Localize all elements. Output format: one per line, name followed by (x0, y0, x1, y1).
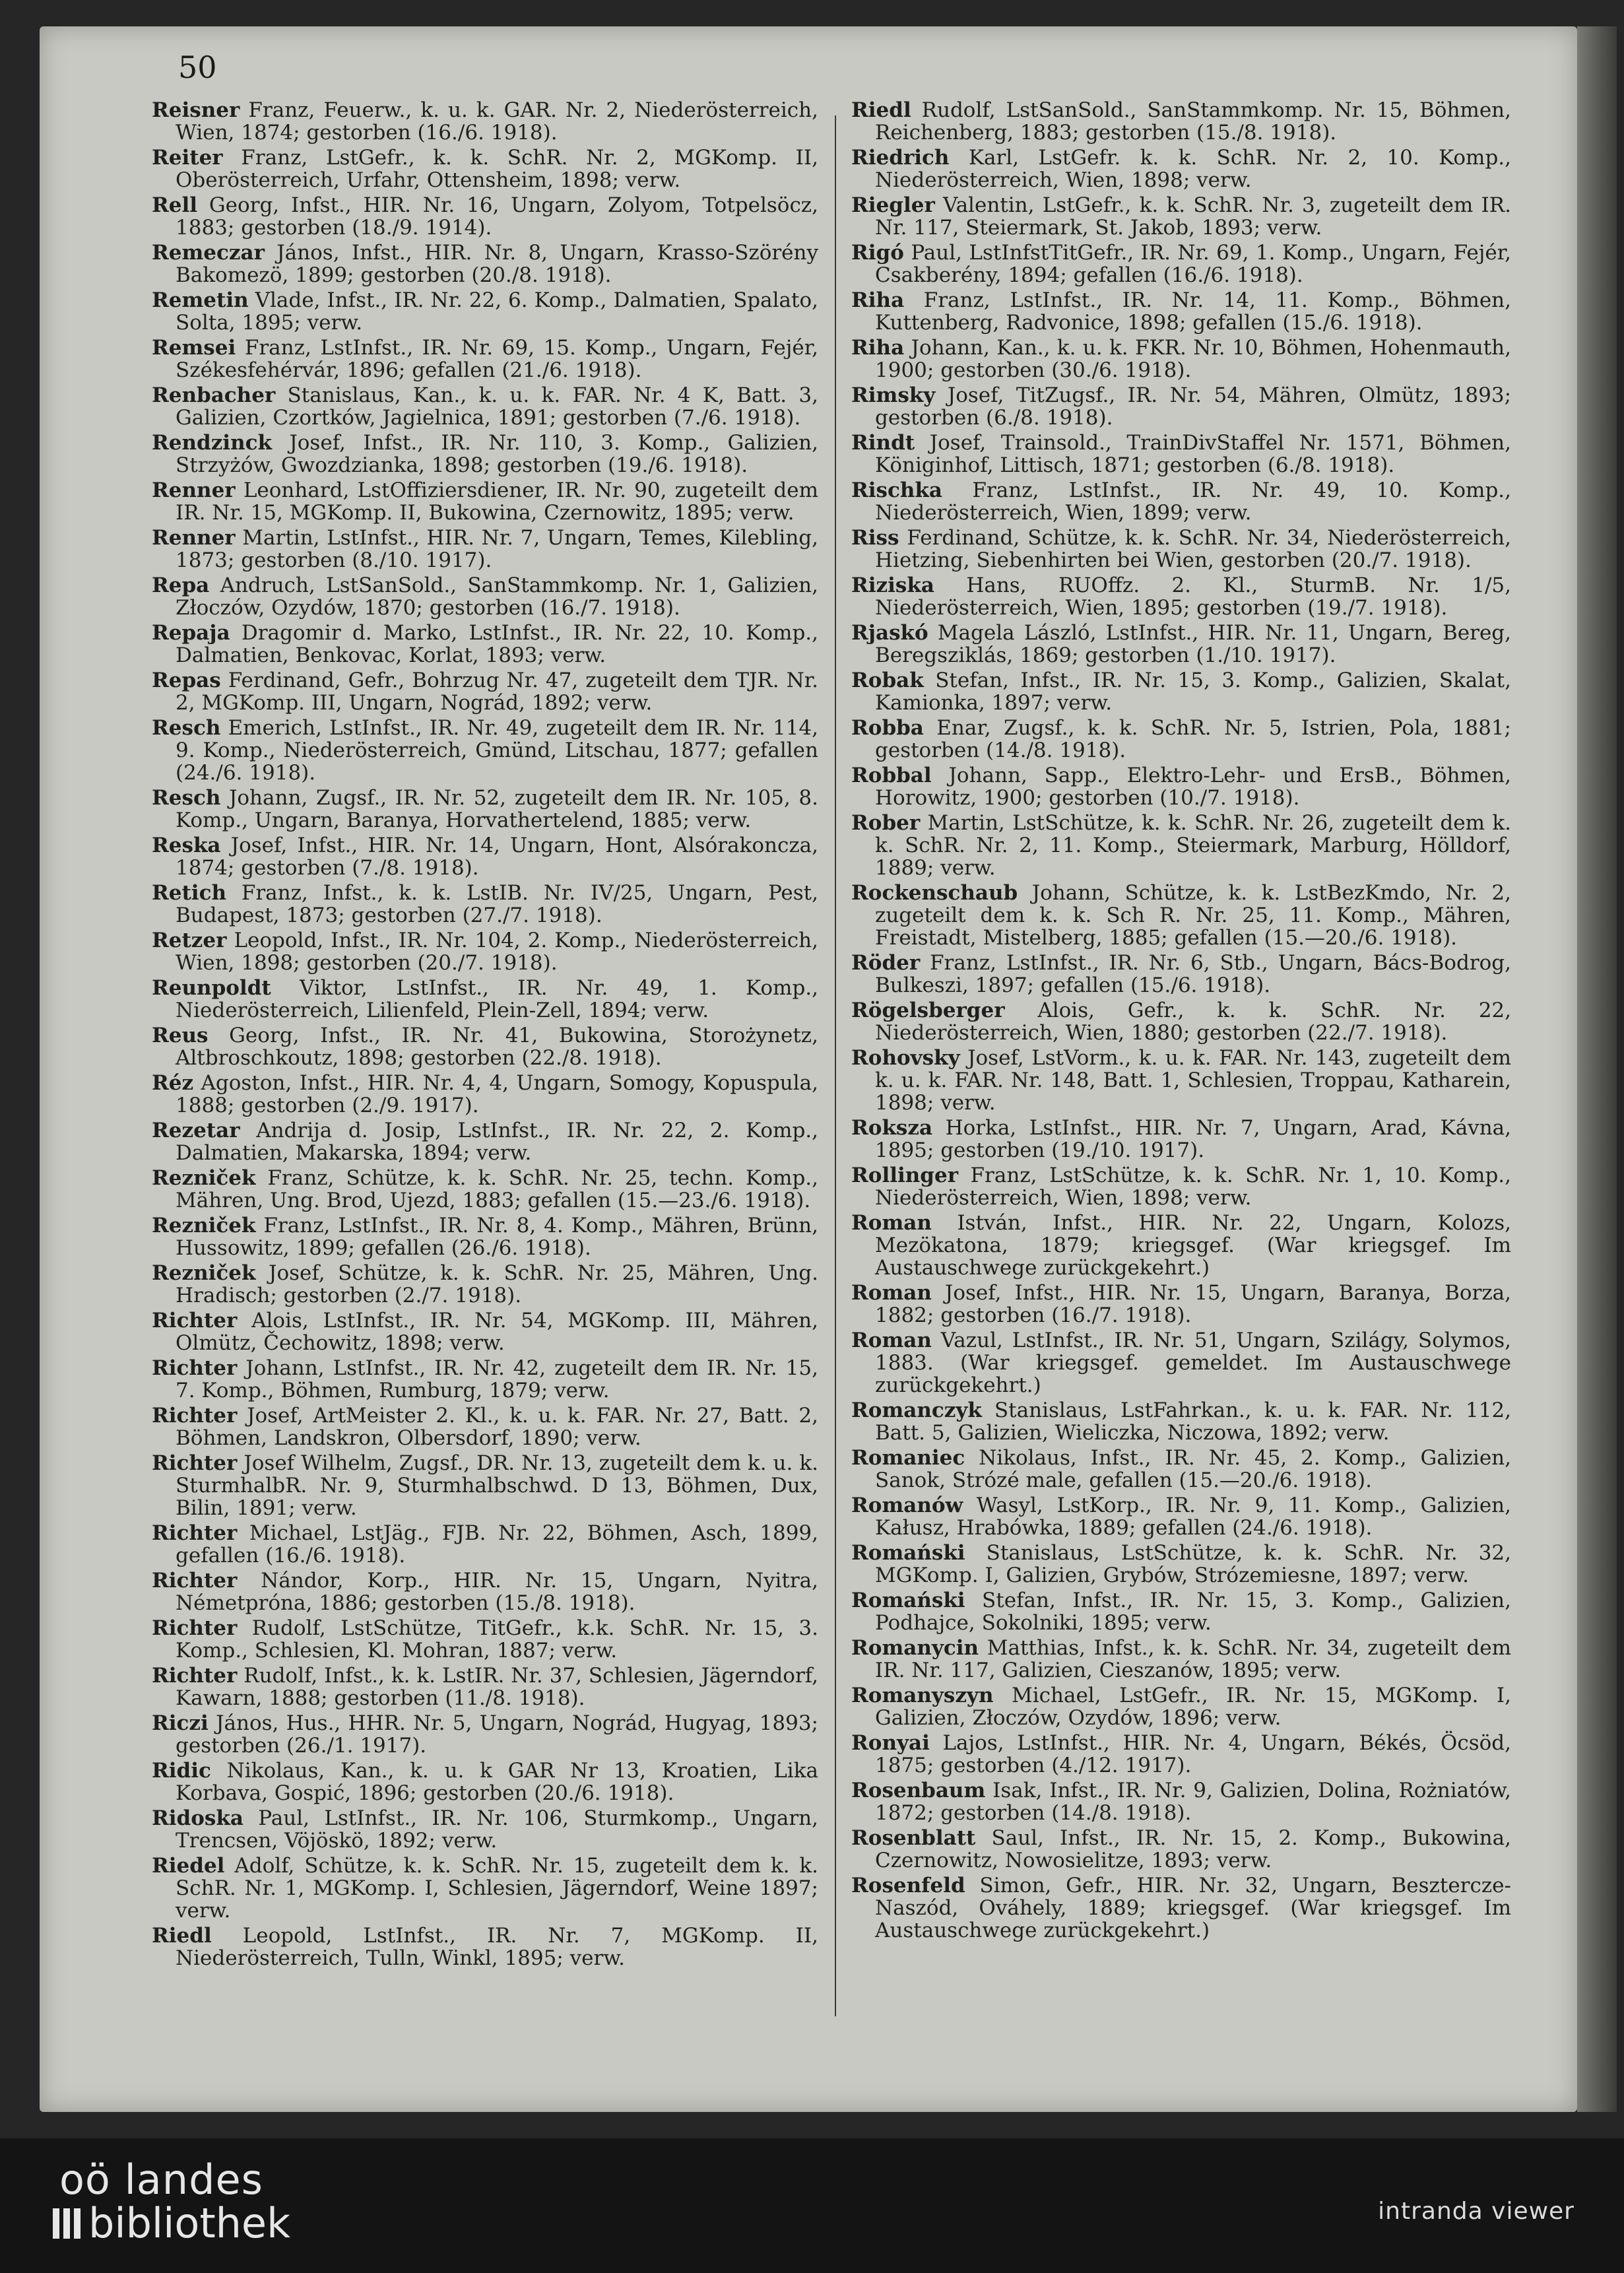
register-entry (152, 977, 818, 1022)
entry-surname: Rollinger (851, 1164, 959, 1187)
register-entry (851, 1212, 1511, 1279)
register-entry (152, 622, 818, 667)
page-edge (1577, 26, 1617, 2112)
entry-details: Alois, LstInfst., IR. Nr. 54, MGKomp. III, Mähren, Olmütz, Čechowitz, 1898; verw. (176, 1309, 818, 1355)
entry-details: Paul, LstInfst., IR. Nr. 106, Sturmkomp., Ungarn, Trencsen, Vöjöskö, 1892; verw. (176, 1806, 818, 1853)
register-entry (152, 1357, 818, 1402)
entry-surname: Retzer (152, 929, 227, 952)
entry-details: Georg, Infst., HIR. Nr. 16, Ungarn, Zolyom, Totpelsöcz, 1883; gestorben (18./9. 1914). (176, 193, 818, 240)
register-entry (152, 834, 818, 879)
register-entry (152, 99, 818, 144)
register-entry (851, 1874, 1511, 1942)
page-number: 50 (178, 49, 217, 85)
register-entry (851, 717, 1511, 762)
register-entry (152, 669, 818, 714)
entry-surname: Romański (851, 1541, 965, 1565)
entry-surname: Rohovsky (851, 1046, 960, 1070)
register-entry (152, 1664, 818, 1709)
left-column (152, 99, 818, 1972)
entry-details: Josef Wilhelm, Zugsf., DR. Nr. 13, zugeteilt dem k. u. k. SturmhalbR. Nr. 9, Sturmhalbschwd. D 13, Böhmen, Dux, Bilin, 1891; verw. (176, 1451, 818, 1520)
entry-surname: Richter (152, 1404, 238, 1428)
entry-details: Stefan, Infst., IR. Nr. 15, 3. Komp., Galizien, Podhajce, Sokolniki, 1895; verw. (875, 1589, 1511, 1635)
entry-details: Martin, LstSchütze, k. k. SchR. Nr. 26, zugeteilt dem k. k. SchR. Nr. 2, 11. Komp., Steiermark, Marburg, Hölldorf, 1889; verw. (875, 811, 1511, 880)
entry-details: Stanislaus, LstSchütze, k. k. SchR. Nr. 32, MGKomp. I, Galizien, Grybów, Strózemiesne, 1897; verw. (875, 1541, 1512, 1587)
register-entry (152, 1760, 818, 1804)
register-entry (851, 574, 1511, 619)
entry-surname: Renner (152, 478, 236, 502)
entry-details: János, Hus., HHR. Nr. 5, Ungarn, Nográd, Hugyag, 1893; gestorben (26./1. 1917). (176, 1711, 818, 1758)
register-entry (152, 1262, 818, 1307)
entry-surname: Ridoska (152, 1806, 244, 1830)
entry-details: István, Infst., HIR. Nr. 22, Ungarn, Kolozs, Mezökatona, 1879; kriegsgef. (War kriegsgef. Im Austauschwege zurückgekehrt.) (875, 1211, 1511, 1280)
entry-surname: Remetin (152, 288, 249, 312)
register-entry (152, 1807, 818, 1852)
entry-surname: Reunpoldt (152, 976, 271, 1000)
register-entry (851, 1542, 1511, 1587)
entry-surname: Rezniček (152, 1166, 256, 1190)
register-entry (152, 1119, 818, 1164)
entry-details: Nikolaus, Kan., k. u. k GAR Nr 13, Kroatien, Lika Korbava, Gospić, 1896; gestorben (20./6. 1918). (176, 1759, 818, 1805)
entry-surname: Richter (152, 1309, 238, 1333)
entry-details: Horka, LstInfst., HIR. Nr. 7, Ungarn, Arad, Kávna, 1895; gestorben (19./10. 1917). (875, 1116, 1511, 1162)
entry-details: Alois, Gefr., k. k. SchR. Nr. 22, Niederösterreich, Wien, 1880; gestorben (22./7. 1918). (875, 999, 1512, 1045)
entry-surname: Riha (851, 288, 905, 312)
right-column (851, 99, 1511, 1944)
entry-details: Johann, Sapp., Elektro-Lehr- und ErsB., Böhmen, Horowitz, 1900; gestorben (10./7. 1918). (875, 764, 1511, 810)
register-entry (851, 242, 1511, 286)
entry-surname: Riedel (152, 1854, 225, 1878)
entry-details: Josef, ArtMeister 2. Kl., k. u. k. FAR. Nr. 27, Batt. 2, Böhmen, Landskron, Olbersdorf, 1890; verw. (176, 1404, 818, 1450)
register-entry (152, 479, 818, 524)
entry-details: Isak, Infst., IR. Nr. 9, Galizien, Dolina, Rożniatów, 1872; gestorben (14./8. 1918). (875, 1779, 1511, 1825)
entry-details: Franz, Schütze, k. k. SchR. Nr. 25, techn. Komp., Mähren, Ung. Brod, Ujezd, 1883; gefallen (15.—23./6. 1918). (176, 1166, 818, 1212)
register-entry (851, 1164, 1511, 1209)
logo-text-line2-row (53, 2199, 290, 2247)
register-entry (152, 929, 818, 974)
entry-details: Josef, Trainsold., TrainDivStaffel Nr. 1571, Böhmen, Königinhof, Littisch, 1871; gestorben (6./8. 1918). (875, 431, 1511, 477)
entry-surname: Rosenfeld (851, 1874, 965, 1897)
register-entry (851, 882, 1511, 949)
entry-details: Andrija d. Josip, LstInfst., IR. Nr. 22, 2. Komp., Dalmatien, Makarska, 1894; verw. (176, 1119, 818, 1165)
entry-details: Rudolf, Infst., k. k. LstIR. Nr. 37, Schlesien, Jägerndorf, Kawarn, 1888; gestorben (11./8. 1918). (176, 1664, 818, 1710)
entry-details: Wasyl, LstKorp., IR. Nr. 9, 11. Komp., Galizien, Kałusz, Hrabówka, 1889; gefallen (24./6. 1918). (875, 1494, 1511, 1540)
entry-surname: Rindt (851, 431, 915, 455)
entry-surname: Rezniček (152, 1261, 256, 1285)
register-entry (152, 1214, 818, 1259)
entry-surname: Resch (152, 716, 221, 740)
logo-bars-icon (53, 2208, 81, 2239)
entry-details: Josef, Infst., HIR. Nr. 14, Ungarn, Hont, Alsórakoncza, 1874; gestorben (7./8. 1918). (176, 834, 818, 880)
register-entry (851, 147, 1511, 191)
entry-details: Nándor, Korp., HIR. Nr. 15, Ungarn, Nyitra, Németpróna, 1886; gestorben (15./8. 1918). (176, 1569, 818, 1615)
register-entry (152, 1712, 818, 1757)
register-entry (152, 1024, 818, 1069)
entry-surname: Romański (851, 1589, 965, 1612)
entry-details: Ferdinand, Schütze, k. k. SchR. Nr. 34, Niederösterreich, Hietzing, Siebenhirten bei Wien, gestorben (20./7. 1918). (875, 526, 1511, 572)
entry-details: Franz, LstInfst., IR. Nr. 69, 15. Komp., Ungarn, Fejér, Székesfehérvár, 1896; gefallen (21./6. 1918). (176, 336, 818, 382)
entry-details: Michael, LstJäg., FJB. Nr. 22, Böhmen, Asch, 1899, gefallen (16./6. 1918). (176, 1521, 818, 1567)
register-entry (152, 289, 818, 334)
register-entry (851, 999, 1511, 1044)
entry-surname: Rimsky (851, 383, 936, 407)
entry-details: Karl, LstGefr. k. k. SchR. Nr. 2, 10. Komp., Niederösterreich, Wien, 1898; verw. (875, 146, 1512, 192)
entry-surname: Reisner (152, 98, 240, 122)
entry-surname: Rezetar (152, 1119, 240, 1142)
entry-surname: Riha (851, 336, 905, 360)
register-entry (152, 1452, 818, 1519)
entry-surname: Romanycin (851, 1636, 979, 1660)
entry-details: Lajos, LstInfst., HIR. Nr. 4, Ungarn, Békés, Öcsöd, 1875; gestorben (4./12. 1917). (875, 1731, 1511, 1777)
register-entry (851, 432, 1511, 477)
register-entry (851, 669, 1511, 714)
entry-details: Rudolf, LstSchütze, TitGefr., k.k. SchR. Nr. 15, 3. Komp., Schlesien, Kl. Mohran, 1887; verw. (176, 1616, 818, 1663)
register-entry (851, 1732, 1511, 1777)
register-entry (152, 384, 818, 429)
register-entry (851, 1684, 1511, 1729)
entry-details: Josef, Infst., HIR. Nr. 15, Ungarn, Baranya, Borza, 1882; gestorben (16./7. 1918). (875, 1281, 1512, 1327)
register-entry (152, 1617, 818, 1662)
entry-details: Rudolf, LstSanSold., SanStammkomp. Nr. 15, Böhmen, Reichenberg, 1883; gestorben (15./8. 1918). (875, 98, 1511, 145)
library-logo[interactable] (53, 2158, 290, 2245)
entry-surname: Robba (851, 716, 924, 740)
entry-details: Stanislaus, Kan., k. u. k. FAR. Nr. 4 K, Batt. 3, Galizien, Czortków, Jagielnica, 1891; gestorben (7./6. 1918). (176, 383, 818, 430)
register-entry (851, 952, 1511, 997)
entry-surname: Rigó (851, 241, 904, 265)
entry-details: Josef, Infst., IR. Nr. 110, 3. Komp., Galizien, Strzyżów, Gwozdzianka, 1898; gestorben (19./6. 1918). (176, 431, 818, 477)
register-entry (851, 527, 1511, 572)
entry-surname: Reus (152, 1024, 209, 1047)
entry-details: Franz, LstSchütze, k. k. SchR. Nr. 1, 10. Komp., Niederösterreich, Wien, 1898; verw. (875, 1164, 1511, 1210)
entry-details: Adolf, Schütze, k. k. SchR. Nr. 15, zugeteilt dem k. k. SchR. Nr. 1, MGKomp. I, Schlesien, Jägerndorf, Weine 1897; verw. (176, 1854, 819, 1923)
entry-surname: Romaniec (851, 1446, 965, 1470)
entry-surname: Riegler (851, 193, 935, 217)
register-entry (851, 384, 1511, 429)
register-entry (152, 882, 818, 927)
entry-details: Simon, Gefr., HIR. Nr. 32, Ungarn, Besztercze-Naszód, Ováhely, 1889; kriegsgef. (War kriegsgef. Im Austauschwege zurückgekehrt.) (875, 1874, 1511, 1942)
register-entry (851, 479, 1511, 524)
register-entry (851, 1447, 1511, 1492)
entry-surname: Röder (851, 951, 921, 975)
entry-surname: Rockenschaub (851, 881, 1018, 905)
entry-surname: Richter (152, 1356, 238, 1380)
register-entry (851, 1779, 1511, 1824)
entry-surname: Rosenblatt (851, 1826, 976, 1850)
entry-surname: Romanyszyn (851, 1684, 994, 1707)
register-entry (851, 1494, 1511, 1539)
entry-details: Andruch, LstSanSold., SanStammkomp. Nr. 1, Galizien, Złoczów, Ozydów, 1870; gestorben (16./7. 1918). (176, 574, 818, 620)
register-entry (851, 622, 1511, 667)
entry-details: Franz, LstInfst., IR. Nr. 6, Stb., Ungarn, Bács-Bodrog, Bulkeszi, 1897; gefallen (15./6. 1918). (875, 951, 1511, 997)
entry-details: Ferdinand, Gefr., Bohrzug Nr. 47, zugeteilt dem TJR. Nr. 2, MGKomp. III, Ungarn, Nográd, 1892; verw. (176, 669, 818, 715)
entry-details: Franz, Feuerw., k. u. k. GAR. Nr. 2, Niederösterreich, Wien, 1874; gestorben (16./6. 1918). (176, 98, 818, 145)
register-entry (152, 1309, 818, 1354)
entry-surname: Renner (152, 526, 236, 550)
register-entry (851, 194, 1511, 239)
register-entry (152, 1404, 818, 1449)
entry-surname: Riedl (152, 1924, 212, 1948)
register-entry (851, 1117, 1511, 1162)
entry-surname: Rezniček (152, 1214, 256, 1237)
register-entry (152, 574, 818, 619)
entry-details: Matthias, Infst., k. k. SchR. Nr. 34, zugeteilt dem IR. Nr. 117, Galizien, Cieszanów, 1895; verw. (875, 1636, 1511, 1682)
entry-details: Hans, RUOffz. 2. Kl., SturmB. Nr. 1/5, Niederösterreich, Wien, 1895; gestorben (19./7. 1918). (875, 574, 1511, 620)
entry-surname: Robbal (851, 764, 932, 787)
entry-surname: Roman (851, 1211, 932, 1235)
entry-details: Magela László, LstInfst., HIR. Nr. 11, Ungarn, Bereg, Beregsziklás, 1869; gestorben (1./10. 1917). (875, 621, 1511, 667)
entry-details: Viktor, LstInfst., IR. Nr. 49, 1. Komp., Niederösterreich, Lilienfeld, Plein-Zell, 1894; verw. (176, 976, 818, 1022)
register-entry (851, 764, 1511, 809)
entry-surname: Riedl (851, 98, 911, 122)
entry-details: Georg, Infst., IR. Nr. 41, Bukowina, Storożynetz, Altbroschkoutz, 1898; gestorben (22./8. 1918). (176, 1024, 818, 1070)
register-entry (851, 1282, 1511, 1327)
entry-details: Johann, Kan., k. u. k. FKR. Nr. 10, Böhmen, Hohenmauth, 1900; gestorben (30./6. 1918). (875, 336, 1512, 382)
logo-text-line2: bibliothek (88, 2199, 290, 2247)
entry-surname: Renbacher (152, 383, 276, 407)
entry-surname: Ronyai (851, 1731, 930, 1755)
entry-details: Valentin, LstGefr., k. k. SchR. Nr. 3, zugeteilt dem IR. Nr. 117, Steiermark, St. Jakob, 1893; verw. (875, 193, 1511, 240)
entry-details: Leopold, Infst., IR. Nr. 104, 2. Komp., Niederösterreich, Wien, 1898; gestorben (20./7. 1918). (176, 929, 818, 975)
entry-details: Franz, LstInfst., IR. Nr. 8, 4. Komp., Mähren, Brünn, Hussowitz, 1899; gefallen (26./6. 1918). (176, 1214, 818, 1260)
register-entry (851, 812, 1511, 879)
entry-details: Johann, LstInfst., IR. Nr. 42, zugeteilt dem IR. Nr. 15, 7. Komp., Böhmen, Rumburg, 1879; verw. (176, 1356, 818, 1402)
entry-surname: Ridic (152, 1759, 211, 1783)
entry-surname: Richter (152, 1616, 238, 1640)
register-entry (152, 717, 818, 784)
register-entry (851, 1047, 1511, 1114)
entry-surname: Romanczyk (851, 1399, 982, 1422)
entry-surname: Resch (152, 786, 221, 810)
register-entry (152, 1522, 818, 1567)
register-entry (851, 1399, 1511, 1444)
entry-surname: Roman (851, 1329, 932, 1352)
entry-details: Franz, LstGefr., k. k. SchR. Nr. 2, MGKomp. II, Oberösterreich, Urfahr, Ottensheim, 1898; verw. (176, 146, 819, 192)
register-entry (152, 147, 818, 191)
entry-surname: Riziska (851, 574, 934, 597)
register-entry (152, 1569, 818, 1614)
entry-surname: Riedrich (851, 146, 950, 170)
entry-surname: Romanów (851, 1494, 963, 1517)
register-entry (152, 1167, 818, 1212)
entry-surname: Richter (152, 1451, 238, 1475)
entry-details: Franz, LstInfst., IR. Nr. 14, 11. Komp., Böhmen, Kuttenberg, Radvonice, 1898; gefallen (15./6. 1918). (875, 288, 1511, 335)
register-entry (152, 432, 818, 477)
entry-surname: Remsei (152, 336, 236, 360)
entry-details: Franz, LstInfst., IR. Nr. 49, 10. Komp., Niederösterreich, Wien, 1899; verw. (875, 478, 1512, 525)
register-entry (152, 242, 818, 286)
register-entry (152, 1072, 818, 1117)
entry-details: Vazul, LstInfst., IR. Nr. 51, Ungarn, Szilágy, Solymos, 1883. (War kriegsgef. gemeldet. Im Austauschwege zurückgekehrt.) (875, 1329, 1512, 1397)
entry-details: Josef, Schütze, k. k. SchR. Nr. 25, Mähren, Ung. Hradisch; gestorben (2./7. 1918). (176, 1261, 818, 1307)
entry-details: Franz, Infst., k. k. LstIB. Nr. IV/25, Ungarn, Pest, Budapest, 1873; gestorben (27./7. 1918). (176, 881, 818, 927)
register-entry (851, 1589, 1511, 1634)
entry-details: Johann, Schütze, k. k. LstBezKmdo, Nr. 2, zugeteilt dem k. k. Sch R. Nr. 25, 11. Komp., Mähren, Freistadt, Mistelberg, 1885; gefallen (15.—20./6. 1918). (875, 881, 1511, 950)
entry-surname: Retich (152, 881, 226, 905)
column-divider (835, 115, 836, 2016)
entry-surname: Rischka (851, 478, 942, 502)
register-entry (152, 787, 818, 832)
entry-details: Josef, LstVorm., k. u. k. FAR. Nr. 143, zugeteilt dem k. u. k. FAR. Nr. 148, Batt. 1, Schlesien, Troppau, Katharein, 1898; verw. (875, 1046, 1511, 1115)
entry-surname: Repaja (152, 621, 230, 645)
viewer-label: intranda viewer (1378, 2198, 1575, 2225)
entry-surname: Richter (152, 1664, 238, 1688)
entry-details: Stanislaus, LstFahrkan., k. u. k. FAR. Nr. 112, Batt. 5, Galizien, Wieliczka, Niczowa, 1892; verw. (875, 1399, 1511, 1445)
register-entry (851, 1637, 1511, 1682)
entry-details: Vlade, Infst., IR. Nr. 22, 6. Komp., Dalmatien, Spalato, Solta, 1895; verw. (176, 288, 818, 335)
entry-surname: Roksza (851, 1116, 933, 1140)
entry-surname: Robak (851, 669, 924, 692)
entry-details: Michael, LstGefr., IR. Nr. 15, MGKomp. I, Galizien, Złoczów, Ozydów, 1896; verw. (875, 1684, 1511, 1730)
register-entry (851, 337, 1511, 381)
entry-surname: Rögelsberger (851, 999, 1005, 1022)
entry-details: Martin, LstInfst., HIR. Nr. 7, Ungarn, Temes, Kilebling, 1873; gestorben (8./10. 1917). (176, 526, 819, 572)
entry-surname: Rjaskó (851, 621, 928, 645)
entry-surname: Reska (152, 834, 221, 857)
entry-details: Josef, TitZugsf., IR. Nr. 54, Mähren, Olmütz, 1893; gestorben (6./8. 1918). (875, 383, 1512, 430)
entry-details: Agoston, Infst., HIR. Nr. 4, 4, Ungarn, Somogy, Kopuspula, 1888; gestorben (2./9. 1917). (176, 1071, 818, 1117)
entry-surname: Roman (851, 1281, 932, 1305)
entry-surname: Riczi (152, 1711, 209, 1735)
entry-details: Stefan, Infst., IR. Nr. 15, 3. Komp., Galizien, Skalat, Kamionka, 1897; verw. (875, 669, 1511, 715)
logo-text-line1: oö landes (59, 2156, 263, 2204)
entry-details: Leopold, LstInfst., IR. Nr. 7, MGKomp. II, Niederösterreich, Tulln, Winkl, 1895; verw. (176, 1924, 818, 1970)
entry-surname: Réz (152, 1071, 194, 1095)
entry-details: Paul, LstInfstTitGefr., IR. Nr. 69, 1. Komp., Ungarn, Fejér, Csakberény, 1894; gefallen (16./6. 1918). (875, 241, 1512, 287)
entry-surname: Richter (152, 1521, 238, 1545)
entry-surname: Riss (851, 526, 899, 550)
entry-details: Emerich, LstInfst., IR. Nr. 49, zugeteilt dem IR. Nr. 114, 9. Komp., Niederösterreich, Gmünd, Litschau, 1877; gefallen (24./6. 1918). (176, 716, 818, 785)
register-entry (152, 1855, 818, 1922)
register-entry (152, 1925, 818, 1969)
entry-surname: Rell (152, 193, 198, 217)
register-entry (152, 527, 818, 572)
entry-details: Johann, Zugsf., IR. Nr. 52, zugeteilt dem IR. Nr. 105, 8. Komp., Ungarn, Baranya, Horvathertelend, 1885; verw. (176, 786, 818, 832)
entry-details: Enar, Zugsf., k. k. SchR. Nr. 5, Istrien, Pola, 1881; gestorben (14./8. 1918). (875, 716, 1511, 762)
register-entry (851, 1827, 1511, 1872)
register-entry (152, 337, 818, 381)
entry-surname: Repas (152, 669, 221, 692)
entry-surname: Repa (152, 574, 210, 597)
entry-surname: Rober (851, 811, 921, 835)
entry-surname: Remeczar (152, 241, 265, 265)
entry-details: János, Infst., HIR. Nr. 8, Ungarn, Krasso-Szörény Bakomezö, 1899; gestorben (20./8. 1918). (176, 241, 818, 287)
entry-surname: Reiter (152, 146, 223, 170)
entry-surname: Rendzinck (152, 431, 272, 455)
entry-details: Saul, Infst., IR. Nr. 15, 2. Komp., Bukowina, Czernowitz, Nowosielitze, 1893; verw. (875, 1826, 1511, 1872)
register-entry (851, 1329, 1511, 1397)
entry-details: Leonhard, LstOffiziersdiener, IR. Nr. 90, zugeteilt dem IR. Nr. 15, MGKomp. II, Bukowina, Czernowitz, 1895; verw. (176, 478, 818, 525)
entry-surname: Richter (152, 1569, 238, 1593)
entry-details: Nikolaus, Infst., IR. Nr. 45, 2. Komp., Galizien, Sanok, Strózé male, gefallen (15.—20./6. 1918). (875, 1446, 1511, 1492)
register-entry (851, 99, 1511, 144)
register-entry (851, 289, 1511, 334)
entry-surname: Rosenbaum (851, 1779, 986, 1802)
entry-details: Dragomir d. Marko, LstInfst., IR. Nr. 22, 10. Komp., Dalmatien, Benkovac, Korlat, 1893; verw. (176, 621, 818, 667)
register-entry (152, 194, 818, 239)
